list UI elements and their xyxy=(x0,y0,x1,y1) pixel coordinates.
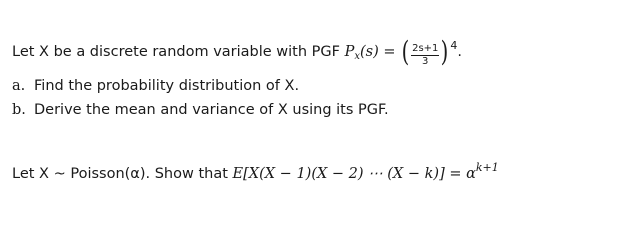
pgf-exponent: 4 xyxy=(450,39,458,52)
pgf-subscript: x xyxy=(354,51,361,62)
problem-1-intro: Let X be a discrete random variable with PGF xyxy=(12,44,345,60)
part-a-label: a. xyxy=(12,78,26,94)
problem-1-period: . xyxy=(457,44,462,60)
part-b-text: Derive the mean and variance of X using its PGF. xyxy=(34,102,389,118)
factorial-moment-expression: E[X(X − 1)(X − 2) ⋯ (X − k)] = α xyxy=(232,166,476,182)
pgf-argument: (s) = xyxy=(360,44,401,60)
problem-2-statement xyxy=(12,158,499,184)
pgf-fraction xyxy=(411,43,439,68)
part-a-text: Find the probability distribution of X. xyxy=(34,78,300,94)
fraction-numerator: 2s+1 xyxy=(412,43,439,54)
part-a xyxy=(12,76,299,96)
right-paren: ) xyxy=(441,35,449,68)
result-exponent: k+1 xyxy=(475,161,499,174)
part-b xyxy=(12,100,389,120)
pgf-symbol: P xyxy=(344,44,355,60)
fraction-denominator: 3 xyxy=(422,56,429,67)
problem-2-intro: Let X ~ Poisson(α). Show that xyxy=(12,166,233,182)
part-b-label: b. xyxy=(12,102,26,118)
problem-1-statement xyxy=(12,36,462,68)
left-paren: ( xyxy=(401,35,410,68)
